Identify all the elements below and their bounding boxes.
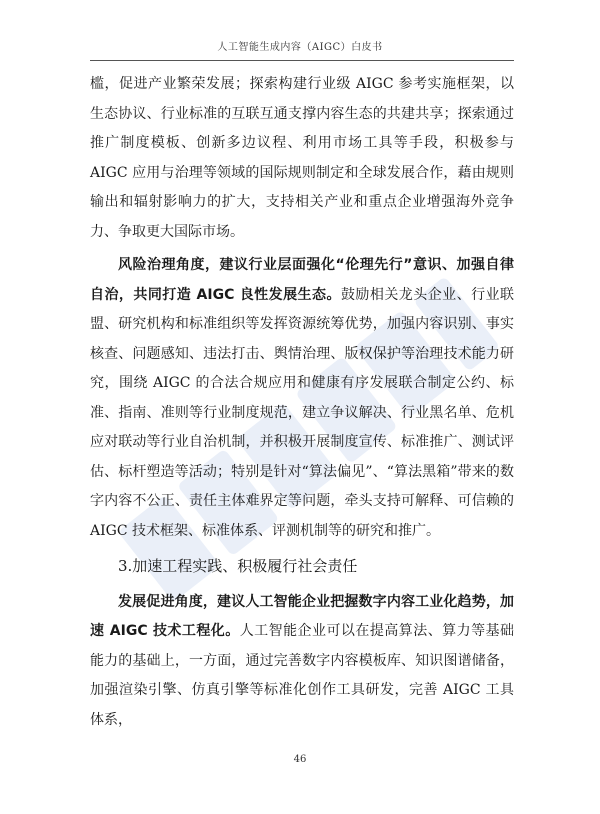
paragraph-development	[90, 588, 514, 736]
paragraph-risk-governance	[90, 251, 514, 546]
section-heading: 3.加速工程实践、积极履行社会责任	[118, 557, 358, 575]
running-header: 人工智能生成内容（AIGC）白皮书	[217, 42, 383, 53]
paragraph-continuation: 槛，促进产业繁荣发展；探索构建行业级 AIGC 参考实施框架，以生态协议、行业标准的互联互通支撑内容生态的共建共享；探索通过推广制度模板、创新多边议程、利用市场工具等手段，积极参与 AIGC 应用与治理等领域的国际规则制定和全球发展合作，藉由规则输出和辐射影响力的扩大，支持相关产业和重点企业增强海外竞争力、争取更大国际市场。	[90, 76, 514, 240]
paragraph-lead-risk: 风险治理角度，建议行业层面强化“伦理先行”意识、加强自律自治，共同打造 AIGC 良性发展生态。	[90, 257, 514, 303]
paragraph-body-development: 人工智能企业可以在提高算法、算力等基础能力的基础上，一方面，通过完善数字内容模板库、知识图谱储备，加强渲染引擎、仿真引擎等标准化创作工具研发，完善 AIGC 工具体系，	[90, 623, 514, 728]
paragraph-lead-development: 发展促进角度，建议人工智能企业把握数字内容工业化趋势，加速 AIGC 技术工程化。	[90, 593, 514, 639]
header-divider	[90, 60, 514, 61]
document-body	[90, 70, 514, 735]
paragraph-body-risk: 鼓励相关龙头企业、行业联盟、研究机构和标准组织等发挥资源统筹优势，加强内容识别、事实核查、问题感知、违法打击、舆情治理、版权保护等治理技术能力研究，围绕 AIGC 的合法合规应用和健康有序发展联合制定公约、标准、指南、准则等行业制度规范，建立争议解决、行业黑名单、危机应对联动等行业自治机制，并积极开展制度宣传、标准推广、测试评估、标杆塑造等活动；特别是针对“算法偏见”、“算法黑箱”带来的数字内容不公正、责任主体难界定等问题，牵头支持可解释、可信赖的 AIGC 技术框架、标准体系、评测机制等的研究和推广。	[90, 286, 515, 539]
page-number: 46	[293, 754, 307, 765]
